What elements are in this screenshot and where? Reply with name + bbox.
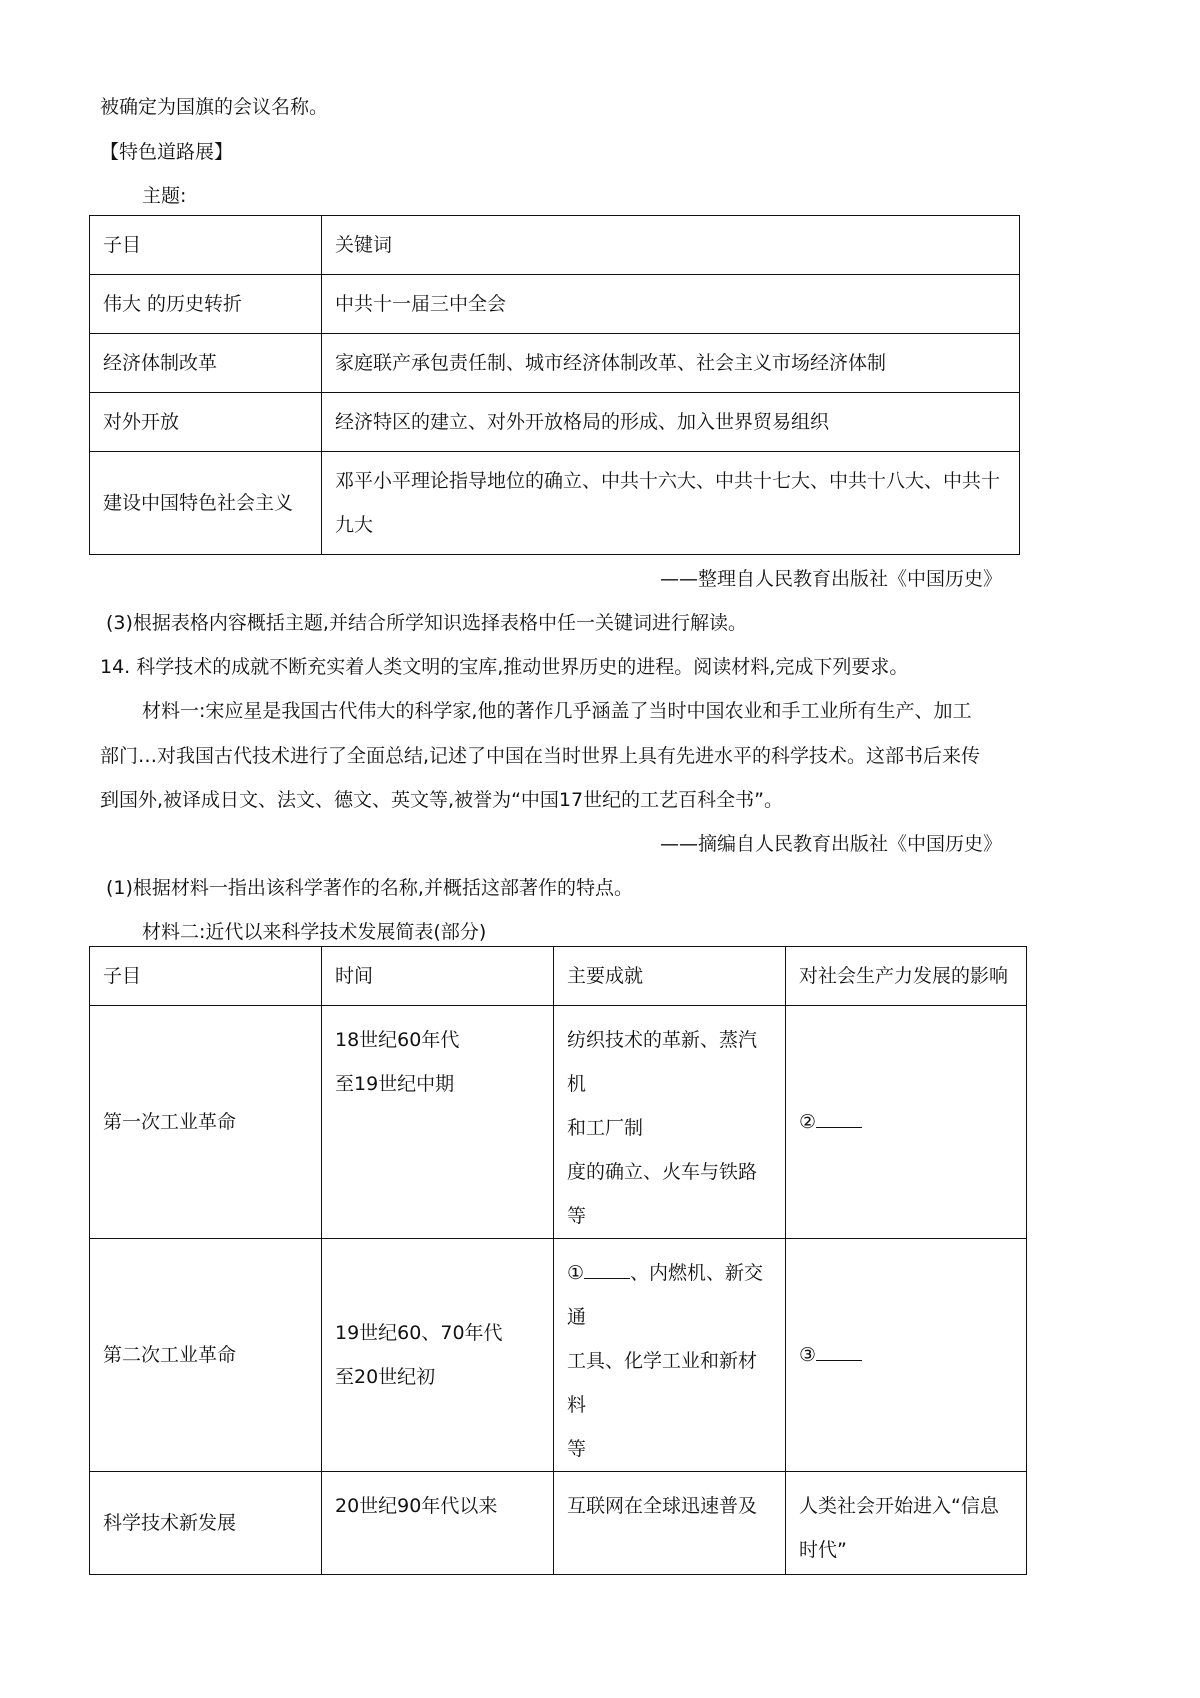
table-cell: 建设中国特色社会主义 — [90, 452, 322, 555]
intro-line: 被确定为国旗的会议名称。 — [100, 96, 329, 118]
cell-line: 人类社会开始进入“信息 — [799, 1495, 999, 1517]
table-cell: 第二次工业革命 — [90, 1239, 322, 1472]
answer-marker: ① — [567, 1262, 585, 1284]
source-citation: ——摘编自人民教育出版社《中国历史》 — [659, 833, 1002, 855]
table-header-cell: 关键词 — [322, 216, 1020, 275]
table-cell — [786, 1472, 1027, 1575]
cell-line: 和工厂制 — [567, 1117, 644, 1139]
table-cell — [786, 1239, 1027, 1472]
question-14: 14. 科学技术的成就不断充实着人类文明的宝库,推动世界历史的进程。阅读材料,完成下列要求。 — [100, 656, 909, 678]
table-cell — [786, 1006, 1027, 1239]
table-row — [90, 1239, 1027, 1472]
table-cell — [554, 1239, 786, 1472]
table-cell: 对外开放 — [90, 393, 322, 452]
answer-marker: ③ — [799, 1344, 817, 1366]
table-header-cell: 子目 — [90, 947, 322, 1006]
section-heading: 【特色道路展】 — [100, 141, 234, 163]
table-row — [90, 393, 1020, 452]
table-cell: 20世纪90年代以来 — [322, 1472, 554, 1575]
table-cell: 中共十一届三中全会 — [322, 275, 1020, 334]
theme-label: 主题: — [142, 185, 187, 207]
source-citation: ——整理自人民教育出版社《中国历史》 — [659, 568, 1002, 590]
table-row — [90, 1472, 1027, 1575]
cell-line: 纺织技术的革新、蒸汽机 — [567, 1029, 758, 1095]
table-cell — [554, 1006, 786, 1239]
table-cell — [322, 1006, 554, 1239]
cell-line: 19世纪60、70年代 — [335, 1322, 503, 1344]
table-row — [90, 452, 1020, 555]
table-row — [90, 1006, 1027, 1239]
answer-blank[interactable] — [584, 1256, 630, 1279]
material-2-title: 材料二:近代以来科学技术发展简表(部分) — [142, 921, 487, 943]
cell-line: 时代” — [799, 1539, 847, 1561]
answer-blank[interactable] — [816, 1338, 862, 1361]
cell-line: 工具、化学工业和新材料 — [567, 1350, 758, 1416]
table-cell: 第一次工业革命 — [90, 1006, 322, 1239]
cell-line: 度的确立、火车与铁路等 — [567, 1161, 758, 1227]
question-1: (1)根据材料一指出该科学著作的名称,并概括这部著作的特点。 — [106, 877, 633, 899]
theme-table — [89, 215, 1020, 555]
table-row — [90, 216, 1020, 275]
table-cell: 经济特区的建立、对外开放格局的形成、加入世界贸易组织 — [322, 393, 1020, 452]
table-cell — [322, 452, 1020, 555]
table-cell: 伟大 的历史转折 — [90, 275, 322, 334]
table-cell: 经济体制改革 — [90, 334, 322, 393]
table-header-cell: 时间 — [322, 947, 554, 1006]
cell-line: 邓平小平理论指导地位的确立、中共十六大、中共十七大、中共十八大、中共十 — [335, 470, 1001, 492]
table-header-cell: 对社会生产力发展的影响 — [786, 947, 1027, 1006]
table-row — [90, 275, 1020, 334]
cell-line: 至19世纪中期 — [335, 1073, 455, 1095]
cell-line: 至20世纪初 — [335, 1366, 436, 1388]
question-3: (3)根据表格内容概括主题,并结合所学知识选择表格中任一关键词进行解读。 — [106, 612, 747, 634]
cell-line: 九大 — [335, 514, 374, 536]
table-cell: 科学技术新发展 — [90, 1472, 322, 1575]
table-row — [90, 334, 1020, 393]
table-header-cell: 主要成就 — [554, 947, 786, 1006]
tech-development-table — [89, 946, 1027, 1575]
table-header-cell: 子目 — [90, 216, 322, 275]
material-1-line: 材料一:宋应星是我国古代伟大的科学家,他的著作几乎涵盖了当时中国农业和手工业所有生产、加工 — [142, 700, 972, 722]
material-1-line: 到国外,被译成日文、法文、德文、英文等,被誉为“中国17世纪的工艺百科全书”。 — [100, 789, 783, 811]
cell-line — [567, 1251, 772, 1339]
table-row — [90, 947, 1027, 1006]
cell-line: 等 — [567, 1438, 587, 1460]
table-cell: 家庭联产承包责任制、城市经济体制改革、社会主义市场经济体制 — [322, 334, 1020, 393]
table-cell — [322, 1239, 554, 1472]
cell-line: 18世纪60年代 — [335, 1029, 460, 1051]
answer-marker: ② — [799, 1111, 817, 1133]
answer-blank[interactable] — [816, 1105, 862, 1128]
table-cell: 互联网在全球迅速普及 — [554, 1472, 786, 1575]
material-1-line: 部门…对我国古代技术进行了全面总结,记述了中国在当时世界上具有先进水平的科学技术。这部书后来传 — [100, 745, 981, 767]
cell-text: 、内燃机、新交通 — [567, 1262, 764, 1328]
